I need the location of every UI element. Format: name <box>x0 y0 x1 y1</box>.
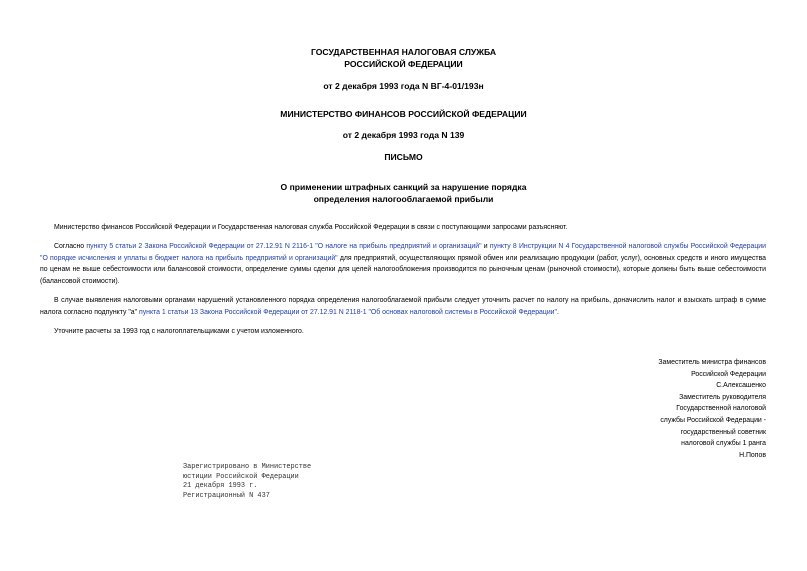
registration-line: 21 декабря 1993 г. <box>183 482 258 491</box>
registration-line: Зарегистрировано в Министерстве <box>183 463 312 471</box>
signature-line: государственный советник <box>680 428 766 436</box>
signature-line: Государственной налоговой <box>676 405 766 413</box>
document-type: ПИСЬМО <box>384 152 423 162</box>
law-2118-1-link[interactable]: пункта 1 статьи 13 Закона Российской Федерации от 27.12.91 N 2118-1 "Об основах налоговой системы в Российской Федерации" <box>138 308 557 316</box>
signature-line: Российской Федерации <box>691 370 766 378</box>
p2-text-1: Согласно <box>54 243 87 250</box>
signature-line: службы Российской Федерации - <box>660 416 766 424</box>
paragraph-legal-basis <box>40 241 766 287</box>
law-2116-1-link[interactable]: пункту 5 статьи 2 Закона Российской Федерации от 27.12.91 N 2116-1 "О налоге на прибыль предприятий и организаций" <box>86 243 482 250</box>
signature-line: Заместитель министра финансов <box>658 359 766 366</box>
registration-note <box>183 463 311 501</box>
paragraph-intro-text: Министерство финансов Российской Федерации и Государственная налоговая служба Российской Федерации в связи с поступающими запросами разъясняют. <box>54 224 568 231</box>
subject-line-1: О применении штрафных санкций за нарушение порядка <box>280 182 527 192</box>
document-date-2: от 2 декабря 1993 года N 139 <box>342 130 465 140</box>
signature-block <box>566 357 766 461</box>
paragraph-violations <box>40 295 766 318</box>
paragraph-closing-text: Уточните расчеты за 1993 год с налогоплательщиками с учетом изложенного. <box>54 328 304 335</box>
p2-text-2: и <box>481 243 490 250</box>
paragraph-intro <box>40 222 766 234</box>
signature-line: Н.Попов <box>739 451 766 459</box>
document-date-1: от 2 декабря 1993 года N ВГ-4-01/193н <box>323 81 484 91</box>
signature-line: С.Алексашенко <box>716 382 766 390</box>
p3-text-2: . <box>556 308 559 316</box>
subject-line-2: определения налогооблагаемой прибыли <box>313 194 494 204</box>
registration-line: юстиции Российской Федерации <box>183 472 299 481</box>
paragraph-closing <box>40 326 766 338</box>
ministry-title: МИНИСТЕРСТВО ФИНАНСОВ РОССИЙСКОЙ ФЕДЕРАЦИИ <box>280 109 527 119</box>
instruction-4-link[interactable]: пункту 8 Инструкции N 4 Государственной налоговой службы Российской Федерации "О порядке исчисления и уплаты в бюджет налога на прибыль предприятий и организаций" <box>40 243 766 262</box>
p2-text-3: для предприятий, осуществляющих прямой обмен или реализацию продукции (работ, услуг), основных средств и иного имущества по ценам не выше себестоимости или балансовой стоимости, определение суммы сделки для целей налогообложения производится по рыночным ценам (рыночной стоимости), которые должны быть выше себестоимости (балансовой стоимости). <box>40 254 766 285</box>
signature-line: Заместитель руководителя <box>679 393 766 401</box>
signature-line: налоговой службы 1 ранга <box>681 440 766 448</box>
registration-line: Регистрационный N 437 <box>183 491 270 500</box>
issuer-line-1: ГОСУДАРСТВЕННАЯ НАЛОГОВАЯ СЛУЖБА <box>310 47 497 57</box>
p3-text-1: В случае выявления налоговыми органами нарушений установленного порядка определения налогооблагаемой прибыли следует уточнить расчет по налогу на прибыль, доначислить налог и взыскать штраф в сумме налога согласно подпункту "а" <box>40 297 766 316</box>
issuer-line-2: РОССИЙСКОЙ ФЕДЕРАЦИИ <box>344 59 463 69</box>
